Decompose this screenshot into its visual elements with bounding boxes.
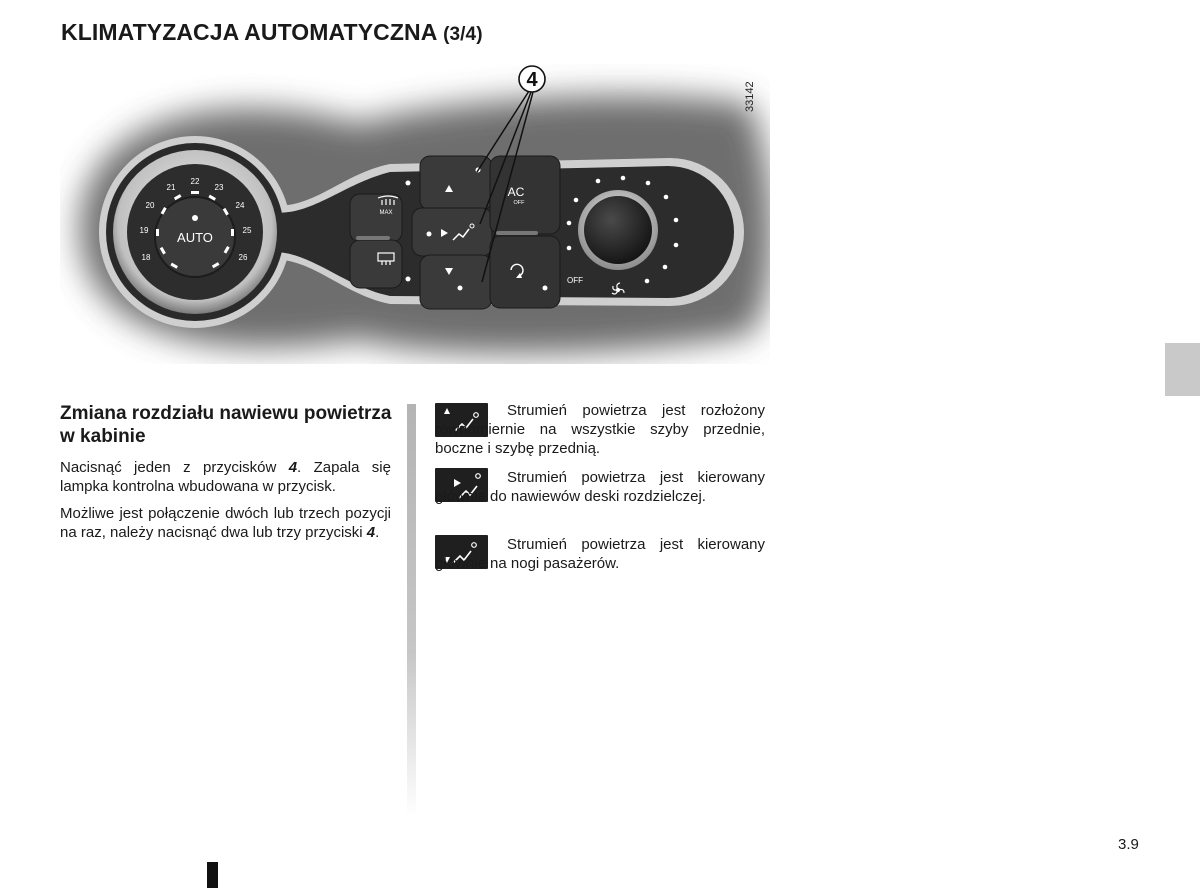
temp-tick-26: 26 — [238, 253, 248, 262]
temp-tick-25: 25 — [242, 226, 252, 235]
air-face-button[interactable] — [412, 208, 492, 256]
mode-3-description: Strumień powietrza jest kierowany głównie na nogi pasażerów. — [435, 536, 765, 572]
page-title-part: (3/4) — [443, 24, 483, 45]
para1-text: Nacisnąć jeden z przycisków — [60, 459, 289, 476]
fan-off-label: OFF — [567, 276, 583, 285]
page-title — [61, 19, 483, 46]
temp-tick-19: 19 — [139, 226, 149, 235]
temp-tick-21: 21 — [166, 183, 176, 192]
temp-tick-18: 18 — [141, 253, 151, 262]
page-title-text: KLIMATYZACJA AUTOMATYCZNA — [61, 19, 437, 45]
ac-label: AC — [507, 185, 525, 199]
mode-2-description: Strumień powietrza jest kierowany głównie do nawiewów deski rozdzielczej. — [435, 469, 765, 505]
para2-text: Możliwe jest połączenie dwóch lub trzech pozycji na raz, należy nacisnąć dwa lub trzy przyciski — [60, 505, 391, 541]
air-down-button[interactable] — [420, 255, 492, 309]
fan-speed-dial[interactable] — [578, 190, 658, 270]
figure-id: 33142 — [744, 81, 756, 112]
climate-panel-figure — [60, 64, 770, 364]
temp-tick-20: 20 — [145, 201, 155, 210]
callout-4-label: 4 — [526, 69, 538, 91]
para2-text-end: . — [375, 524, 380, 541]
body-paragraph-2 — [60, 504, 391, 542]
temp-tick-22: 22 — [190, 177, 200, 186]
temp-tick-23: 23 — [214, 183, 224, 192]
auto-label: AUTO — [177, 230, 213, 245]
ac-button[interactable] — [490, 156, 560, 234]
chapter-tab — [1165, 343, 1200, 396]
para1-text-end: . Zapala się lampka kontrolna wbudowana w przycisk. — [60, 459, 391, 495]
recirculation-button[interactable] — [490, 236, 560, 308]
section-heading: Zmiana rozdziału nawiewu powietrza w kabinie — [60, 403, 392, 447]
mode-1-description: Strumień powietrza jest rozłożony równomiernie na wszystkie szyby przednie, boczne i szybę przednią. — [435, 402, 765, 457]
body-paragraph-1 — [60, 458, 391, 496]
column-divider — [407, 404, 416, 816]
max-label: MAX — [379, 210, 393, 216]
page-number: 3.9 — [1118, 836, 1139, 853]
para1-ref: 4 — [288, 459, 298, 476]
para2-ref: 4 — [366, 524, 376, 541]
rear-defrost-button[interactable] — [350, 240, 402, 288]
temp-tick-24: 24 — [235, 201, 245, 210]
bottom-edge-mark — [207, 862, 218, 888]
ac-off-label: OFF — [513, 200, 525, 206]
